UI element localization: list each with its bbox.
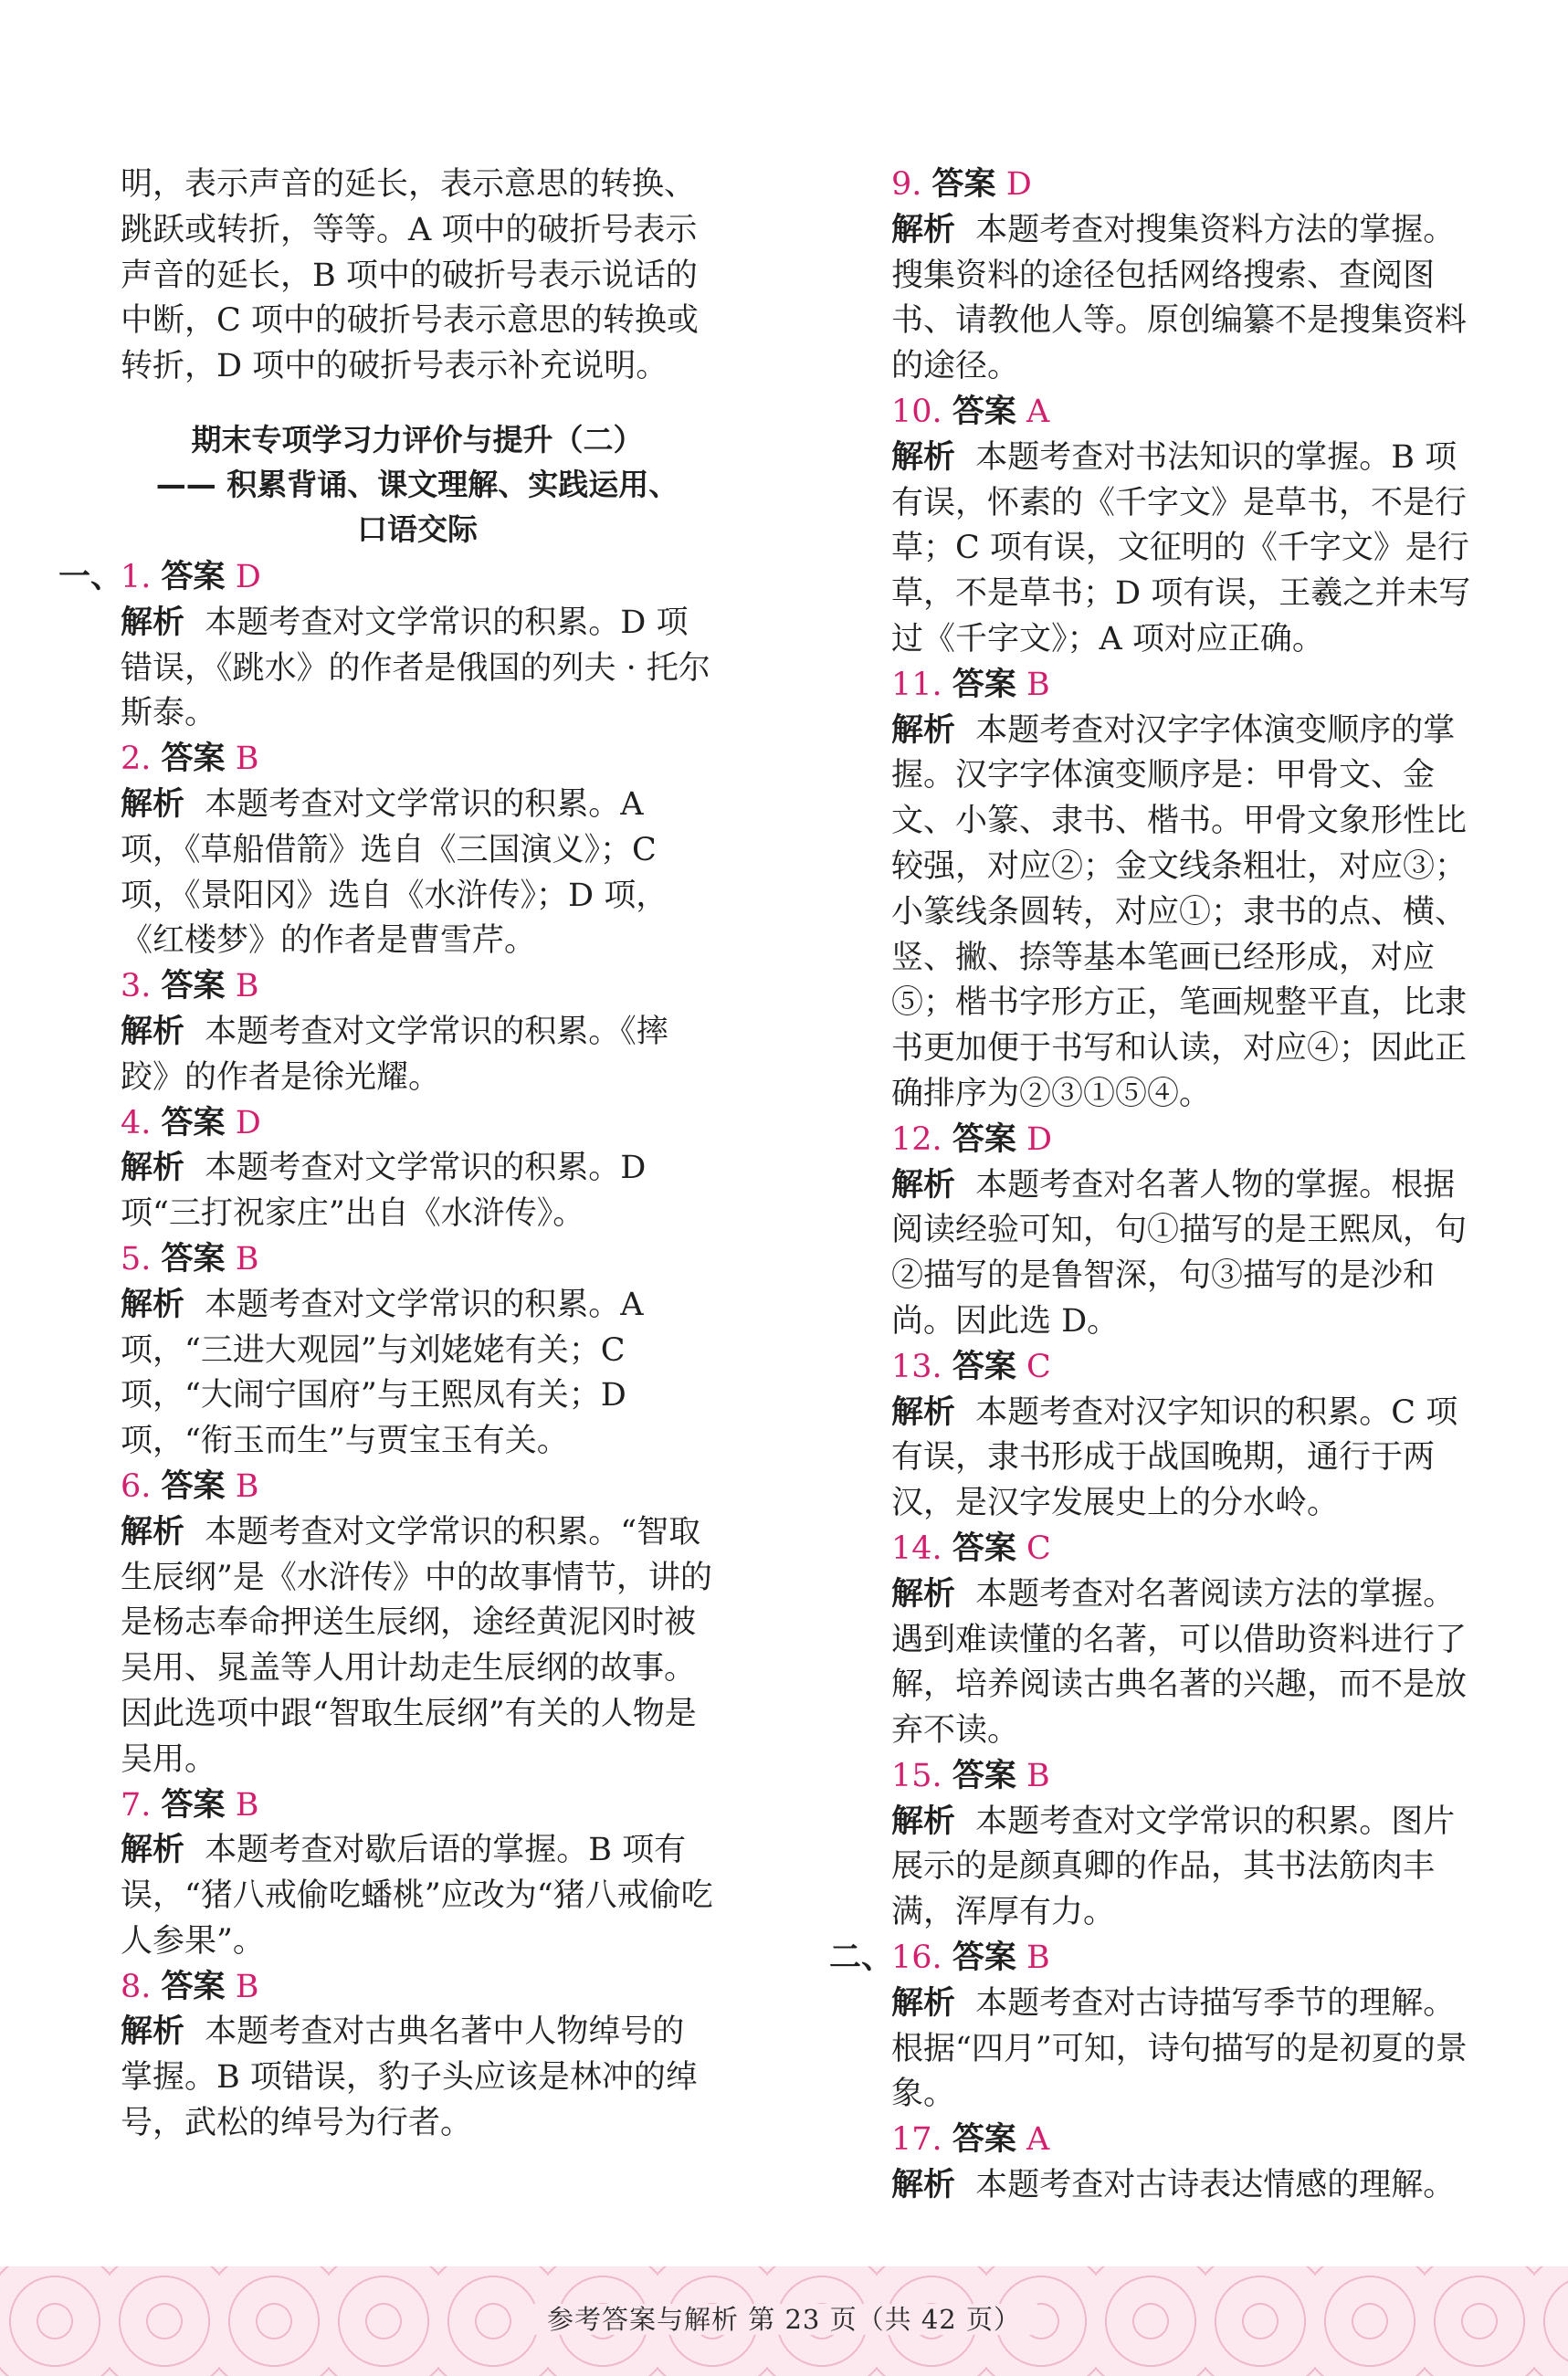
- answer-line: [891, 1118, 1485, 1163]
- question-number: 8.: [121, 1968, 152, 2005]
- answer-letter: D: [1005, 166, 1032, 203]
- explanation: [891, 1163, 1485, 1345]
- answer-line: [121, 1101, 714, 1147]
- answer-line: [829, 1936, 1485, 1982]
- continued-paragraph: 明，表示声音的延长，表示意思的转换、跳跃或转折，等等。A 项中的破折号表示声音的延长，B 项中的破折号表示说话的中断，C 项中的破折号表示意思的转换或转折，D 项中的破折号表示补充说明。: [121, 166, 699, 385]
- explanation: [891, 436, 1485, 663]
- explanation: [891, 1982, 1485, 2118]
- explanation-label: 解析: [891, 1166, 956, 1204]
- answer-letter: B: [235, 1467, 259, 1505]
- answer-line: [891, 163, 1485, 208]
- answer-label: 答案: [161, 558, 226, 595]
- answer-letter: D: [235, 558, 261, 595]
- answer-item: [891, 1527, 1485, 1754]
- answer-item: [121, 1965, 714, 2147]
- answer-line: [121, 737, 714, 783]
- explanation-text: 本题考查对文学常识的积累。D 项错误，《跳水》的作者是俄国的列夫 · 托尔斯泰。: [121, 604, 710, 732]
- answer-item: [121, 737, 714, 964]
- explanation-text: 本题考查对文学常识的积累。图片展示的是颜真卿的作品，其书法筋肉丰满，浑厚有力。: [891, 1803, 1456, 1931]
- question-number: 12.: [891, 1120, 942, 1158]
- footer-text: 参考答案与解析 第 23 页（共 42 页）: [531, 2304, 1037, 2335]
- explanation-label: 解析: [121, 1832, 185, 1869]
- answer-line: [121, 1237, 714, 1283]
- section-subtitle-line2: 口语交际: [357, 510, 478, 547]
- explanation: [891, 1391, 1485, 1527]
- question-number: 5.: [121, 1240, 152, 1277]
- answer-letter: A: [1026, 2121, 1050, 2159]
- answer-label: 答案: [952, 666, 1016, 703]
- question-number: 11.: [891, 666, 942, 703]
- explanation-text: 本题考查对文学常识的积累。A 项，《草船借箭》选自《三国演义》；C 项，《景阳冈》选自《水浒传》；D 项，《红楼梦》的作者是曹雪芹。: [121, 785, 668, 960]
- answer-letter: C: [1026, 1530, 1051, 1567]
- left-answer-list: [58, 555, 714, 2147]
- question-number: 1.: [121, 558, 152, 595]
- explanation-label: 解析: [891, 2167, 956, 2204]
- explanation: [121, 1828, 714, 1964]
- explanation-text: 本题考查对文学常识的积累。《摔跤》的作者是徐光耀。: [121, 1013, 668, 1096]
- question-number: 9.: [891, 166, 922, 203]
- explanation-label: 解析: [121, 1286, 185, 1323]
- explanation-label: 解析: [891, 1984, 956, 2022]
- answer-item: [121, 964, 714, 1100]
- answer-letter: B: [1026, 666, 1050, 703]
- explanation-label: 解析: [121, 1513, 185, 1551]
- answer-item: [121, 1101, 714, 1237]
- explanation-label: 解析: [121, 1150, 185, 1187]
- explanation-label: 解析: [891, 211, 956, 248]
- explanation: [891, 2163, 1485, 2209]
- explanation-label: 解析: [891, 711, 956, 749]
- question-number: 3.: [121, 968, 152, 1005]
- answer-label: 答案: [161, 1786, 226, 1824]
- answer-label: 答案: [161, 968, 226, 1005]
- answer-letter: B: [1026, 1757, 1050, 1794]
- explanation-label: 解析: [891, 1393, 956, 1431]
- question-number: 7.: [121, 1786, 152, 1824]
- answer-item: [891, 1754, 1485, 1936]
- answer-letter: D: [235, 1104, 261, 1141]
- explanation: [121, 1146, 714, 1237]
- answer-letter: B: [235, 741, 259, 778]
- answer-letter: D: [1026, 1120, 1053, 1158]
- explanation-label: 解析: [121, 1013, 185, 1050]
- answer-line: [891, 663, 1485, 709]
- section-title: 期末专项学习力评价与提升（二）: [191, 421, 644, 457]
- answer-item: [829, 1936, 1485, 2118]
- section-mark-one: 一、: [58, 558, 123, 595]
- right-answer-list: [829, 163, 1485, 2209]
- explanation: [891, 1800, 1485, 1936]
- answer-label: 答案: [161, 1104, 226, 1141]
- answer-line: [891, 1527, 1485, 1572]
- explanation: [891, 1572, 1485, 1754]
- answer-letter: C: [1026, 1348, 1051, 1385]
- answer-item: [58, 555, 714, 737]
- answer-line: [891, 1754, 1485, 1800]
- answer-label: 答案: [952, 1348, 1016, 1385]
- answer-item: [891, 663, 1485, 1118]
- question-number: 16.: [891, 1940, 942, 1977]
- answer-line: [891, 1345, 1485, 1391]
- explanation-text: 本题考查对古诗描写季节的理解。根据“四月”可知，诗句描写的是初夏的景象。: [891, 1984, 1468, 2113]
- explanation: [121, 1510, 714, 1783]
- explanation: [121, 2010, 714, 2146]
- explanation-label: 解析: [891, 1575, 956, 1613]
- section-subtitle-line1: —— 积累背诵、课文理解、实践运用、: [155, 466, 679, 502]
- answer-letter: B: [235, 968, 259, 1005]
- answer-label: 答案: [952, 1120, 1016, 1158]
- question-number: 4.: [121, 1104, 152, 1141]
- right-column: [829, 163, 1485, 2209]
- explanation-text: 本题考查对文学常识的积累。A 项，“三进大观园”与刘姥姥有关；C 项，“大闹宁国府”与王熙凤有关；D 项，“衔玉而生”与贾宝玉有关。: [121, 1286, 654, 1460]
- explanation-text: 本题考查对汉字字体演变顺序的掌握。汉字字体演变顺序是：甲骨文、金文、小篆、隶书、楷书。甲骨文象形性比较强，对应②；金文线条粗壮，对应③；小篆线条圆转，对应①；隶书的点、横、竖、撇、捺等基本笔画已经形成，对应⑤；楷书字形方正，笔画规整平直，比隶书更加便于书写和认读，对应④；因此正确排序为②③①⑤④。: [891, 711, 1468, 1112]
- answer-item: [891, 163, 1485, 390]
- page-footer: [0, 2299, 1568, 2337]
- answer-label: 答案: [931, 166, 996, 203]
- left-column: [58, 163, 714, 2147]
- answer-label: 答案: [161, 741, 226, 778]
- answer-item: [891, 1118, 1485, 1345]
- answer-line: [891, 390, 1485, 436]
- explanation-text: 本题考查对搜集资料方法的掌握。搜集资料的途径包括网络搜索、查阅图书、请教他人等。原创编纂不是搜集资料的途径。: [891, 211, 1468, 385]
- explanation: [891, 208, 1485, 390]
- answer-label: 答案: [952, 1530, 1016, 1567]
- question-number: 17.: [891, 2121, 942, 2159]
- explanation-label: 解析: [121, 785, 185, 823]
- answer-line: [121, 1965, 714, 2011]
- answer-label: 答案: [952, 2121, 1016, 2159]
- explanation: [121, 601, 714, 737]
- explanation-text: 本题考查对名著阅读方法的掌握。遇到难读懂的名著，可以借助资料进行了解，培养阅读古典名著的兴趣，而不是放弃不读。: [891, 1575, 1468, 1750]
- section-heading: [121, 417, 714, 552]
- answer-label: 答案: [161, 1240, 226, 1277]
- answer-item: [891, 390, 1485, 663]
- answer-item: [121, 1783, 714, 1965]
- section-mark-two: 二、: [829, 1940, 894, 1977]
- answer-letter: A: [1026, 393, 1050, 430]
- answer-item: [121, 1237, 714, 1465]
- explanation-label: 解析: [891, 1803, 956, 1840]
- explanation-text: 本题考查对文学常识的积累。D 项“三打祝家庄”出自《水浒传》。: [121, 1150, 657, 1233]
- answer-label: 答案: [161, 1467, 226, 1505]
- explanation-text: 本题考查对歇后语的掌握。B 项有误，“猪八戒偷吃蟠桃”应改为“猪八戒偷吃人参果”。: [121, 1832, 713, 1960]
- answer-letter: B: [235, 1240, 259, 1277]
- explanation-text: 本题考查对古典名著中人物绰号的掌握。B 项错误，豹子头应该是林冲的绰号，武松的绰号为行者。: [121, 2013, 698, 2142]
- answer-line: [58, 555, 714, 601]
- explanation-label: 解析: [121, 604, 185, 641]
- explanation-label: 解析: [121, 2013, 185, 2051]
- answer-line: [121, 1783, 714, 1829]
- answer-item: [891, 1345, 1485, 1527]
- question-number: 10.: [891, 393, 942, 430]
- answer-label: 答案: [161, 1968, 226, 2005]
- explanation-label: 解析: [891, 438, 956, 476]
- answer-letter: B: [235, 1786, 259, 1824]
- explanation-text: 本题考查对文学常识的积累。“智取生辰纲”是《水浒传》中的故事情节，讲的是杨志奉命押送生辰纲，途经黄泥冈时被吴用、晁盖等人用计劫走生辰纲的故事。因此选项中跟“智取生辰纲”有关的人物是吴用。: [121, 1513, 712, 1778]
- answer-label: 答案: [952, 393, 1016, 430]
- question-number: 14.: [891, 1530, 942, 1567]
- question-number: 2.: [121, 741, 152, 778]
- question-number: 15.: [891, 1757, 942, 1794]
- answer-label: 答案: [952, 1757, 1016, 1794]
- explanation-text: 本题考查对名著人物的掌握。根据阅读经验可知，句①描写的是王熙凤，句②描写的是鲁智深，句③描写的是沙和尚。因此选 D。: [891, 1166, 1468, 1340]
- explanation: [121, 783, 714, 964]
- answer-item: [891, 2118, 1485, 2209]
- explanation-text: 本题考查对汉字知识的积累。C 项有误，隶书形成于战国晚期，通行于两汉，是汉字发展史上的分水岭。: [891, 1393, 1458, 1522]
- explanation: [121, 1283, 714, 1465]
- explanation: [121, 1010, 714, 1101]
- answer-item: [121, 1465, 714, 1783]
- answer-line: [121, 1465, 714, 1510]
- question-number: 6.: [121, 1467, 152, 1505]
- answer-line: [121, 964, 714, 1010]
- question-number: 13.: [891, 1348, 942, 1385]
- answer-letter: B: [235, 1968, 259, 2005]
- answer-line: [891, 2118, 1485, 2163]
- answer-label: 答案: [952, 1940, 1016, 1977]
- explanation: [891, 709, 1485, 1118]
- explanation-text: 本题考查对古诗表达情感的理解。: [975, 2167, 1456, 2204]
- explanation-text: 本题考查对书法知识的掌握。B 项有误，怀素的《千字文》是草书，不是行草；C 项有误，文征明的《千字文》是行草，不是草书；D 项有误，王羲之并未写过《千字文》；A 项对应正确。: [891, 438, 1471, 657]
- answer-letter: B: [1026, 1940, 1050, 1977]
